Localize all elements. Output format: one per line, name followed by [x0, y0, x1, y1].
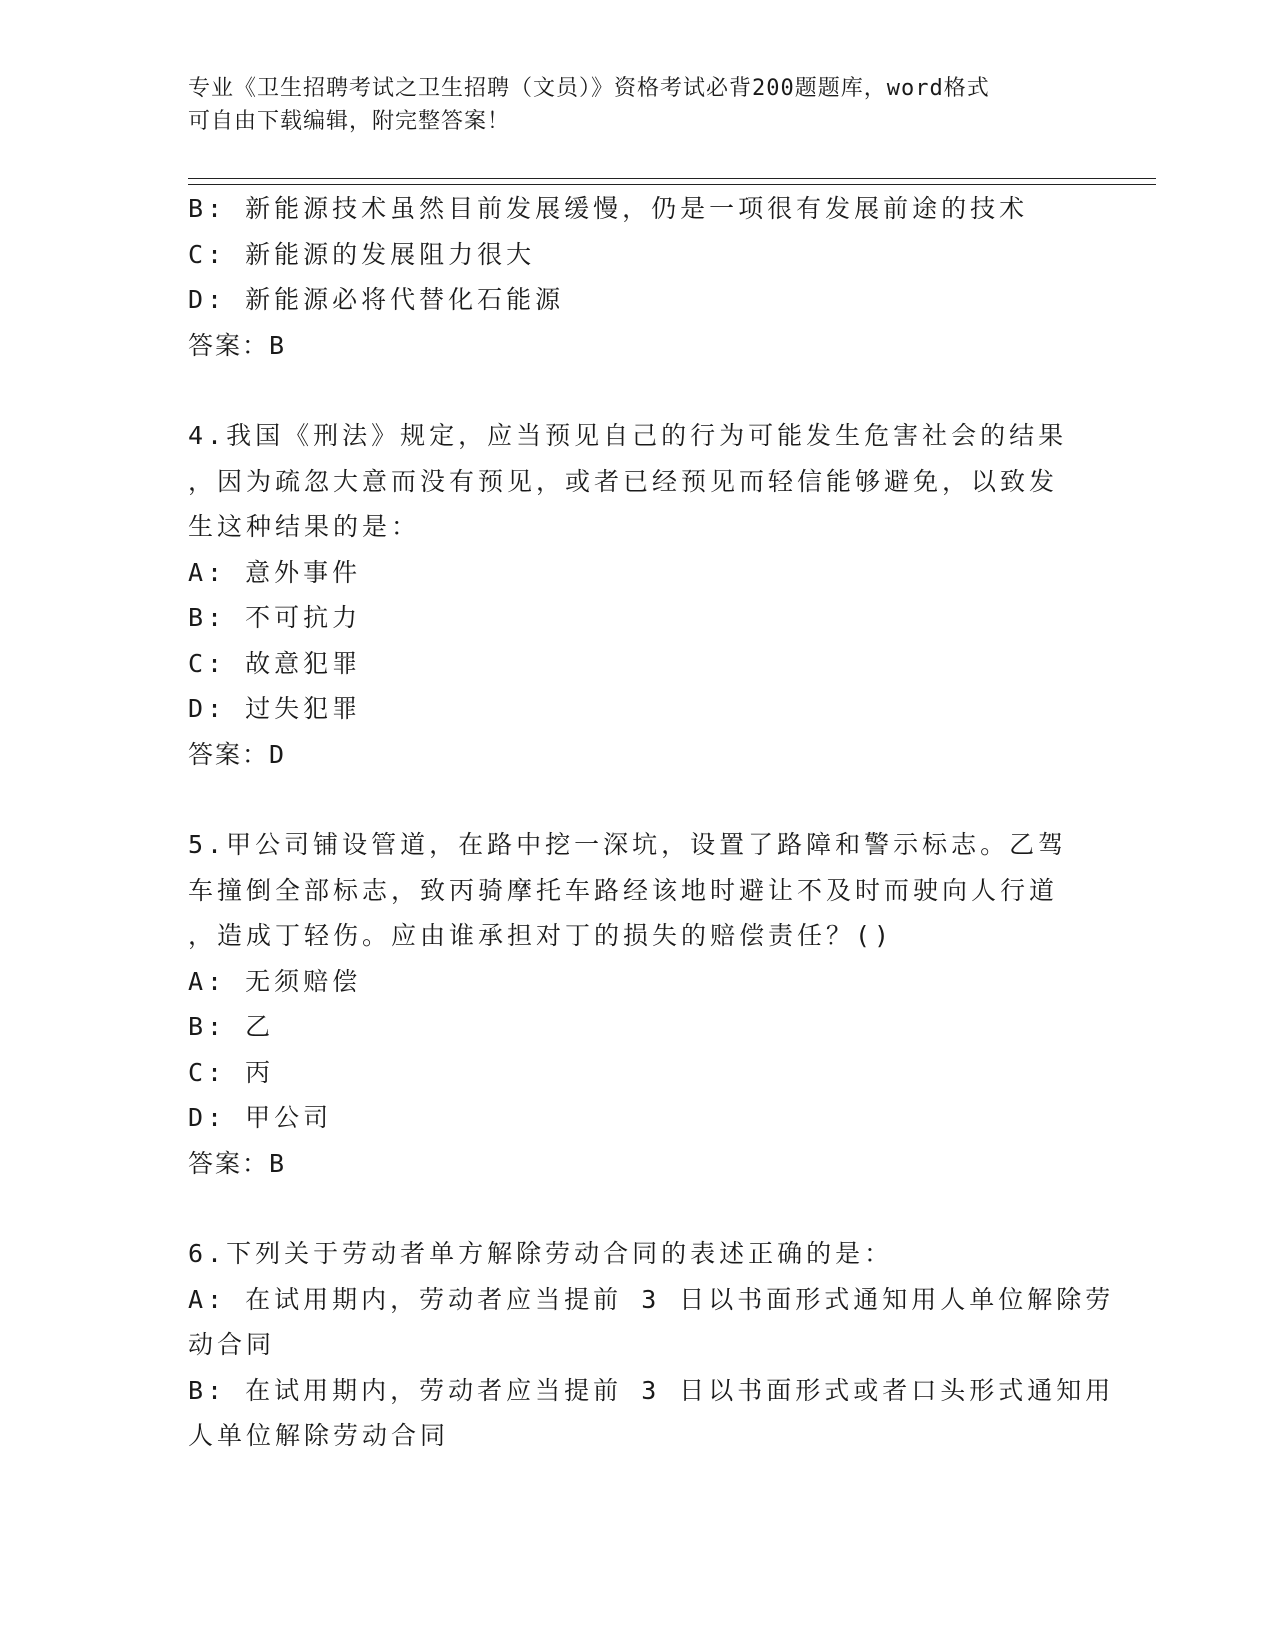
question-spacer	[188, 368, 1088, 413]
question-3-block	[188, 186, 1088, 368]
question-6-block	[188, 1231, 1115, 1459]
question-4-block	[188, 413, 1088, 777]
option-a: A: 意外事件	[188, 557, 362, 587]
question-spacer	[188, 777, 1088, 822]
option-d: D: 甲公司	[188, 1103, 333, 1132]
option-b: B: 新能源技术虽然目前发展缓慢，仍是一项很有发展前途的技术	[188, 194, 1029, 223]
option-b-continued: 人单位解除劳动合同	[188, 1421, 450, 1450]
option-c: C: 新能源的发展阻力很大	[188, 239, 536, 269]
header-divider-top	[188, 178, 1156, 179]
question-stem-line: 6.下列关于劳动者单方解除劳动合同的表述正确的是：	[188, 1239, 894, 1268]
question-5-block	[188, 822, 1088, 1186]
option-b: B: 在试用期内，劳动者应当提前 3 日以书面形式或者口头形式通知用	[188, 1375, 1115, 1405]
option-a-continued: 动合同	[188, 1330, 276, 1359]
answer-label: 答案：D	[188, 739, 287, 769]
question-stem-line: 生这种结果的是：	[188, 512, 421, 541]
header-line-1: 专业《卫生招聘考试之卫生招聘（文员）》资格考试必背200题题库，word格式	[188, 76, 990, 101]
question-stem-line: ，造成丁轻伤。应由谁承担对丁的损失的赔偿责任？()	[188, 921, 894, 950]
question-stem-line: 4.我国《刑法》规定，应当预见自己的行为可能发生危害社会的结果	[188, 421, 1068, 450]
option-d: D: 新能源必将代替化石能源	[188, 285, 565, 314]
question-stem-line: ，因为疏忽大意而没有预见，或者已经预见而轻信能够避免，以致发	[188, 466, 1059, 496]
option-c: C: 丙	[188, 1057, 275, 1087]
option-b: B: 不可抗力	[188, 603, 362, 632]
question-stem-line: 车撞倒全部标志，致丙骑摩托车路经该地时避让不及时而驶向人行道	[188, 875, 1059, 905]
question-spacer	[188, 1186, 1088, 1231]
option-c: C: 故意犯罪	[188, 648, 362, 678]
answer-label: 答案：B	[188, 330, 287, 360]
answer-label: 答案：B	[188, 1148, 287, 1178]
question-content	[188, 186, 1115, 1459]
question-stem-line: 5.甲公司铺设管道，在路中挖一深坑，设置了路障和警示标志。乙驾	[188, 830, 1068, 859]
header-line-2: 可自由下载编辑，附完整答案！	[188, 109, 511, 134]
option-d: D: 过失犯罪	[188, 694, 362, 723]
header-divider-bottom	[188, 184, 1156, 185]
option-a: A: 无须赔偿	[188, 966, 362, 996]
option-a: A: 在试用期内，劳动者应当提前 3 日以书面形式通知用人单位解除劳	[188, 1284, 1115, 1314]
option-b: B: 乙	[188, 1012, 275, 1041]
document-header	[188, 72, 1088, 138]
